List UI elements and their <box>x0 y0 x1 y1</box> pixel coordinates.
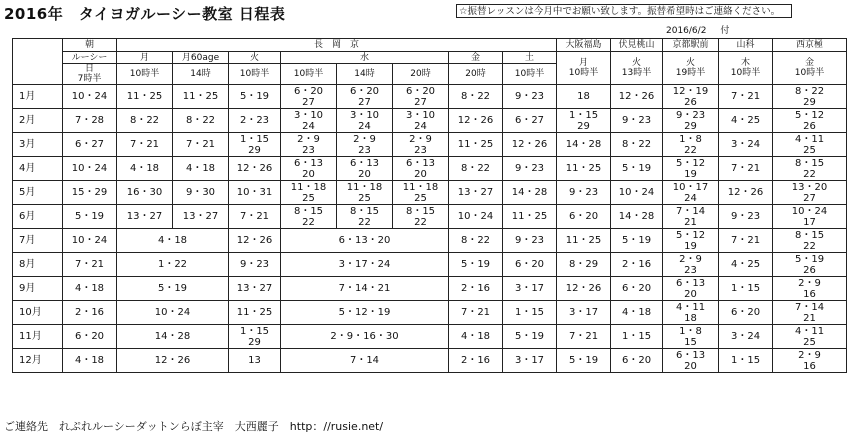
cell-nishi: 2・9 16 <box>773 277 847 301</box>
time-kyoto: 19時半 <box>675 68 706 78</box>
day-tue: 火 <box>229 52 281 64</box>
cell-tue: 1・15 29 <box>229 133 281 157</box>
day-kyoto <box>663 52 719 85</box>
cell-nishi: 5・12 26 <box>773 109 847 133</box>
reschedule-notice: ☆振替レッスンは今月中でお願い致します。振替希望時はご連絡ください。 <box>456 4 792 18</box>
cell-kyoto: 2・9 23 <box>663 253 719 277</box>
cell-osaka: 3・17 <box>557 301 611 325</box>
cell-sat: 9・23 <box>503 229 557 253</box>
cell-mon: 4・18 <box>117 157 173 181</box>
month-row <box>13 301 847 325</box>
cell-tue: 12・26 <box>229 157 281 181</box>
cell-tue: 13・27 <box>229 277 281 301</box>
cell-yamashina: 1・15 <box>719 349 773 373</box>
cell-sun: 5・19 <box>63 205 117 229</box>
month-label: 5月 <box>13 181 63 205</box>
day-osaka <box>557 52 611 85</box>
cell-wed3: 11・18 25 <box>393 181 449 205</box>
time-fri: 20時 <box>449 64 503 85</box>
cell-wed3: 8・15 22 <box>393 205 449 229</box>
time-wed2: 14時 <box>337 64 393 85</box>
cell-yamashina: 3・24 <box>719 133 773 157</box>
month-label: 3月 <box>13 133 63 157</box>
header-morning: 朝 <box>63 39 117 52</box>
month-label: 9月 <box>13 277 63 301</box>
cell-nishi: 5・19 26 <box>773 253 847 277</box>
cell-kyoto: 12・19 26 <box>663 85 719 109</box>
schedule-table <box>12 38 847 373</box>
cell-yamashina: 3・24 <box>719 325 773 349</box>
month-row <box>13 229 847 253</box>
cell-wed1: 2・9 23 <box>281 133 337 157</box>
month-label: 11月 <box>13 325 63 349</box>
cell-fri: 11・25 <box>449 133 503 157</box>
cell-mon: 8・22 <box>117 109 173 133</box>
cell-wed1: 11・18 25 <box>281 181 337 205</box>
cell-mon60: 7・21 <box>173 133 229 157</box>
month-row <box>13 277 847 301</box>
cell-fri: 8・22 <box>449 229 503 253</box>
cell-osaka: 12・26 <box>557 277 611 301</box>
cell-sun: 7・21 <box>63 253 117 277</box>
cell-kyoto: 5・12 19 <box>663 229 719 253</box>
cell-sun: 15・29 <box>63 181 117 205</box>
cell-fushimi: 12・26 <box>611 85 663 109</box>
day-fushimi <box>611 52 663 85</box>
cell-osaka: 11・25 <box>557 229 611 253</box>
cell-fri: 8・22 <box>449 157 503 181</box>
page-title: 2016年 タイヨガルーシー教室 日程表 <box>4 5 286 23</box>
cell-fushimi: 9・23 <box>611 109 663 133</box>
time-tue: 10時半 <box>229 64 281 85</box>
cell-fushimi: 8・22 <box>611 133 663 157</box>
cell-fri: 10・24 <box>449 205 503 229</box>
cell-yamashina: 7・21 <box>719 85 773 109</box>
cell-nishi: 4・11 25 <box>773 133 847 157</box>
month-label: 8月 <box>13 253 63 277</box>
month-label: 10月 <box>13 301 63 325</box>
cell-wed1: 6・20 27 <box>281 85 337 109</box>
cell-sun: 2・16 <box>63 301 117 325</box>
time-wed1: 10時半 <box>281 64 337 85</box>
cell-sat: 1・15 <box>503 301 557 325</box>
cell-fushimi: 4・18 <box>611 301 663 325</box>
month-row <box>13 349 847 373</box>
cell-sat: 5・19 <box>503 325 557 349</box>
cell-yamashina: 7・21 <box>719 157 773 181</box>
cell-mon: 7・21 <box>117 133 173 157</box>
corner-cell <box>13 39 63 85</box>
cell-tue: 5・19 <box>229 85 281 109</box>
cell-wed2: 8・15 22 <box>337 205 393 229</box>
cell-mon-merged: 14・28 <box>117 325 229 349</box>
time-fushimi: 13時半 <box>621 68 652 78</box>
cell-wed1: 6・13 20 <box>281 157 337 181</box>
cell-wed3: 3・10 24 <box>393 109 449 133</box>
cell-tue: 13 <box>229 349 281 373</box>
issue-date-suffix: 付 <box>720 26 730 36</box>
cell-sun: 7・28 <box>63 109 117 133</box>
cell-yamashina: 12・26 <box>719 181 773 205</box>
cell-osaka: 14・28 <box>557 133 611 157</box>
month-label: 6月 <box>13 205 63 229</box>
cell-wed1: 8・15 22 <box>281 205 337 229</box>
cell-tue: 2・23 <box>229 109 281 133</box>
cell-mon60: 11・25 <box>173 85 229 109</box>
cell-fri: 2・16 <box>449 277 503 301</box>
month-row <box>13 109 847 133</box>
day-mon: 月 <box>117 52 173 64</box>
cell-nishi: 2・9 16 <box>773 349 847 373</box>
header-yamashina: 山科 <box>719 39 773 52</box>
month-row <box>13 85 847 109</box>
time-osaka: 10時半 <box>568 68 599 78</box>
cell-osaka: 5・19 <box>557 349 611 373</box>
cell-mon: 16・30 <box>117 181 173 205</box>
cell-wed2: 3・10 24 <box>337 109 393 133</box>
cell-fri: 4・18 <box>449 325 503 349</box>
cell-sun: 10・24 <box>63 229 117 253</box>
cell-mon-merged: 5・19 <box>117 277 229 301</box>
cell-mon60: 13・27 <box>173 205 229 229</box>
cell-fushimi: 5・19 <box>611 157 663 181</box>
cell-mon60: 9・30 <box>173 181 229 205</box>
cell-wed2: 11・18 25 <box>337 181 393 205</box>
cell-kyoto: 6・13 20 <box>663 349 719 373</box>
day-sat: 土 <box>503 52 557 64</box>
cell-osaka: 9・23 <box>557 181 611 205</box>
day-yamashina <box>719 52 773 85</box>
cell-wed2: 6・13 20 <box>337 157 393 181</box>
cell-sat: 9・23 <box>503 85 557 109</box>
cell-mon: 11・25 <box>117 85 173 109</box>
cell-wed-merged: 7・14 <box>281 349 449 373</box>
cell-osaka: 11・25 <box>557 157 611 181</box>
header-osaka-fukushima: 大阪福島 <box>557 39 611 52</box>
cell-kyoto: 4・11 18 <box>663 301 719 325</box>
header-kyoto-ekimae: 京都駅前 <box>663 39 719 52</box>
time-sat: 10時半 <box>503 64 557 85</box>
cell-wed3: 6・20 27 <box>393 85 449 109</box>
cell-fushimi: 1・15 <box>611 325 663 349</box>
time-sun: 7時半 <box>77 74 102 84</box>
cell-osaka: 1・15 29 <box>557 109 611 133</box>
cell-mon60: 4・18 <box>173 157 229 181</box>
cell-wed-merged: 7・14・21 <box>281 277 449 301</box>
day-nishi <box>773 52 847 85</box>
issue-date <box>666 23 729 36</box>
cell-sun: 10・24 <box>63 157 117 181</box>
cell-fri: 5・19 <box>449 253 503 277</box>
cell-tue: 1・15 29 <box>229 325 281 349</box>
month-row <box>13 253 847 277</box>
cell-wed1: 3・10 24 <box>281 109 337 133</box>
header-lucy: ルーシー <box>63 52 117 64</box>
cell-kyoto: 10・17 24 <box>663 181 719 205</box>
month-row <box>13 157 847 181</box>
cell-sat: 11・25 <box>503 205 557 229</box>
day-kyoto-label: 火 <box>686 58 696 68</box>
month-label: 1月 <box>13 85 63 109</box>
cell-fri: 2・16 <box>449 349 503 373</box>
cell-nishi: 4・11 25 <box>773 325 847 349</box>
cell-kyoto: 9・23 29 <box>663 109 719 133</box>
cell-yamashina: 7・21 <box>719 229 773 253</box>
cell-nishi: 8・22 29 <box>773 85 847 109</box>
cell-sat: 14・28 <box>503 181 557 205</box>
cell-wed3: 6・13 20 <box>393 157 449 181</box>
day-fri: 金 <box>449 52 503 64</box>
cell-kyoto: 1・8 22 <box>663 133 719 157</box>
cell-mon-merged: 12・26 <box>117 349 229 373</box>
cell-wed-merged: 6・13・20 <box>281 229 449 253</box>
cell-tue: 11・25 <box>229 301 281 325</box>
cell-yamashina: 6・20 <box>719 301 773 325</box>
cell-kyoto: 5・12 19 <box>663 157 719 181</box>
cell-wed-merged: 3・17・24 <box>281 253 449 277</box>
cell-yamashina: 1・15 <box>719 277 773 301</box>
month-label: 12月 <box>13 349 63 373</box>
header-nagaokakyo: 長 岡 京 <box>117 39 557 52</box>
day-yamashina-label: 木 <box>741 58 751 68</box>
issue-date-value: 2016/6/2 <box>666 26 707 36</box>
cell-wed-merged: 2・9・16・30 <box>281 325 449 349</box>
cell-yamashina: 4・25 <box>719 109 773 133</box>
time-nishi: 10時半 <box>794 68 825 78</box>
day-osaka-label: 月 <box>579 58 589 68</box>
month-row <box>13 181 847 205</box>
cell-fri: 13・27 <box>449 181 503 205</box>
cell-sun: 10・24 <box>63 85 117 109</box>
cell-fri: 7・21 <box>449 301 503 325</box>
cell-fushimi: 14・28 <box>611 205 663 229</box>
cell-fushimi: 10・24 <box>611 181 663 205</box>
cell-fushimi: 5・19 <box>611 229 663 253</box>
cell-wed2: 6・20 27 <box>337 85 393 109</box>
cell-kyoto: 7・14 21 <box>663 205 719 229</box>
month-label: 4月 <box>13 157 63 181</box>
cell-nishi: 8・15 22 <box>773 229 847 253</box>
time-mon60: 14時 <box>173 64 229 85</box>
cell-nishi: 7・14 21 <box>773 301 847 325</box>
cell-fushimi: 2・16 <box>611 253 663 277</box>
day-wed: 水 <box>281 52 449 64</box>
cell-wed-merged: 5・12・19 <box>281 301 449 325</box>
day-mon60: 月60age <box>173 52 229 64</box>
cell-mon-merged: 10・24 <box>117 301 229 325</box>
time-yamashina: 10時半 <box>730 68 761 78</box>
header-fushimi-momoyama: 伏見桃山 <box>611 39 663 52</box>
cell-yamashina: 9・23 <box>719 205 773 229</box>
cell-sat: 3・17 <box>503 277 557 301</box>
cell-tue: 12・26 <box>229 229 281 253</box>
header-nishikyogoku: 西京極 <box>773 39 847 52</box>
cell-osaka: 7・21 <box>557 325 611 349</box>
cell-sat: 12・26 <box>503 133 557 157</box>
month-label: 7月 <box>13 229 63 253</box>
cell-fushimi: 6・20 <box>611 277 663 301</box>
cell-yamashina: 4・25 <box>719 253 773 277</box>
time-wed3: 20時 <box>393 64 449 85</box>
cell-fri: 12・26 <box>449 109 503 133</box>
cell-tue: 10・31 <box>229 181 281 205</box>
cell-tue: 9・23 <box>229 253 281 277</box>
cell-sat: 9・23 <box>503 157 557 181</box>
day-nishi-label: 金 <box>805 58 815 68</box>
cell-sat: 6・27 <box>503 109 557 133</box>
month-row <box>13 133 847 157</box>
cell-wed3: 2・9 23 <box>393 133 449 157</box>
cell-mon-merged: 4・18 <box>117 229 229 253</box>
month-row <box>13 325 847 349</box>
cell-wed2: 2・9 23 <box>337 133 393 157</box>
day-sun-label: 日 <box>84 64 94 74</box>
cell-mon: 13・27 <box>117 205 173 229</box>
time-mon: 10時半 <box>117 64 173 85</box>
cell-mon-merged: 1・22 <box>117 253 229 277</box>
cell-sun: 6・20 <box>63 325 117 349</box>
cell-kyoto: 6・13 20 <box>663 277 719 301</box>
month-row <box>13 205 847 229</box>
cell-osaka: 6・20 <box>557 205 611 229</box>
cell-fushimi: 6・20 <box>611 349 663 373</box>
day-sun <box>63 64 117 85</box>
day-fushimi-label: 火 <box>632 58 642 68</box>
cell-nishi: 13・20 27 <box>773 181 847 205</box>
cell-tue: 7・21 <box>229 205 281 229</box>
cell-osaka: 18 <box>557 85 611 109</box>
cell-sun: 4・18 <box>63 277 117 301</box>
cell-sun: 6・27 <box>63 133 117 157</box>
cell-sun: 4・18 <box>63 349 117 373</box>
cell-nishi: 8・15 22 <box>773 157 847 181</box>
cell-mon60: 8・22 <box>173 109 229 133</box>
cell-sat: 3・17 <box>503 349 557 373</box>
cell-nishi: 10・24 17 <box>773 205 847 229</box>
month-label: 2月 <box>13 109 63 133</box>
contact-footer: ご連絡先 れぷれルーシーダットンらぼ主宰 大西麗子 http：//rusie.net/ <box>4 420 384 433</box>
cell-osaka: 8・29 <box>557 253 611 277</box>
cell-fri: 8・22 <box>449 85 503 109</box>
cell-kyoto: 1・8 15 <box>663 325 719 349</box>
cell-sat: 6・20 <box>503 253 557 277</box>
